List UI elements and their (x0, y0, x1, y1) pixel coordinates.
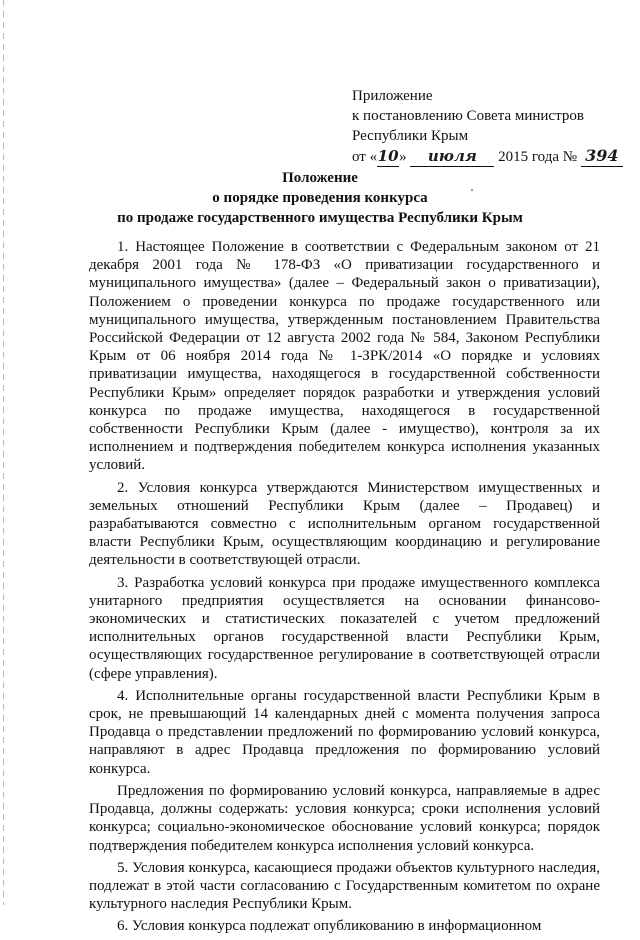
paragraph-5: 5. Условия конкурса, касающиеся продажи объектов культурного наследия, подлежат в этой части согласованию с Государственным комитетом по охране культурного наследия Республики Крым. (89, 859, 600, 913)
document-title (0, 168, 640, 228)
appendix-label: Приложение (352, 88, 433, 104)
paragraph-2: 2. Условия конкурса утверждаются Министерством имущественных и земельных отношений Республики Крым (далее – Продавец) и разрабатываются совместно с исполнительным органом государственной власти Республики Крым, осуществляющим координацию и регулирование деятельности в соответствующей отрасли. (89, 479, 600, 569)
paragraph-4: 4. Исполнительные органы государственной власти Республики Крым в срок, не превышающий 14 календарных дней с момента получения запроса Продавца о представлении предложений по формированию условий конкурса, направляют в адрес Продавца предложения по формированию условий конкурса. (89, 687, 600, 777)
paragraph-3: 3. Разработка условий конкурса при продаже имущественного комплекса унитарного предприятия осуществляется на основании финансово-экономических и статистических показателей с учетом предложений исполнительных органов государственной власти Республики Крым, осуществляющих государственное регулирование в соответствующей отрасли (сфере управления). (89, 574, 600, 682)
appendix-resolution: к постановлению Совета министров (352, 108, 584, 124)
paragraph-4-proposals: Предложения по формированию условий конкурса, направляемые в адрес Продавца, должны содержать: условия конкурса; сроки исполнения условий конкурса; социально-экономическое обоснование условий конкурса; порядок подтверждения победителем конкурса исполнения условий конкурса. (89, 782, 600, 854)
appendix-header (352, 86, 622, 167)
date-year: 2015 года № (498, 149, 578, 165)
date-prefix: от « (352, 149, 378, 165)
document-body (89, 238, 600, 940)
date-mid: » (399, 149, 407, 165)
handwritten-month: июля (410, 146, 494, 167)
handwritten-day: 10 (377, 147, 399, 165)
title-line-1: Положение (282, 170, 358, 186)
handwritten-doc-number: 394 (581, 146, 623, 167)
title-line-2: о порядке проведения конкурса (212, 190, 428, 206)
appendix-date-line (352, 146, 622, 167)
scan-edge-line (3, 0, 4, 905)
title-line-3: по продаже государственного имущества Республики Крым (117, 210, 523, 226)
paragraph-6: 6. Условия конкурса подлежат опубликованию в информационном (117, 918, 542, 935)
paragraph-1: 1. Настоящее Положение в соответствии с Федеральным законом от 21 декабря 2001 года № 178-ФЗ «О приватизации государственного и муниципального имущества» (далее – Федеральный закон о приватизации), Положением о проведении конкурса по продаже государственного или муниципального имущества, утвержденным постановлением Правительства Российской Федерации от 12 августа 2002 года № 584, Законом Республики Крым от 06 ноября 2014 года № 1-ЗРК/2014 «О порядке и условиях приватизации имущества, находящегося в государственной собственности Республики Крым» определяет порядок разработки и утверждения условий конкурса по продаже имущества, находящегося в государственной собственности Республики Крым (далее - имущество), контроля за их исполнением и подтверждения победителем конкурса исполнения указанных условий. (89, 239, 600, 474)
appendix-republic: Республики Крым (352, 128, 469, 144)
